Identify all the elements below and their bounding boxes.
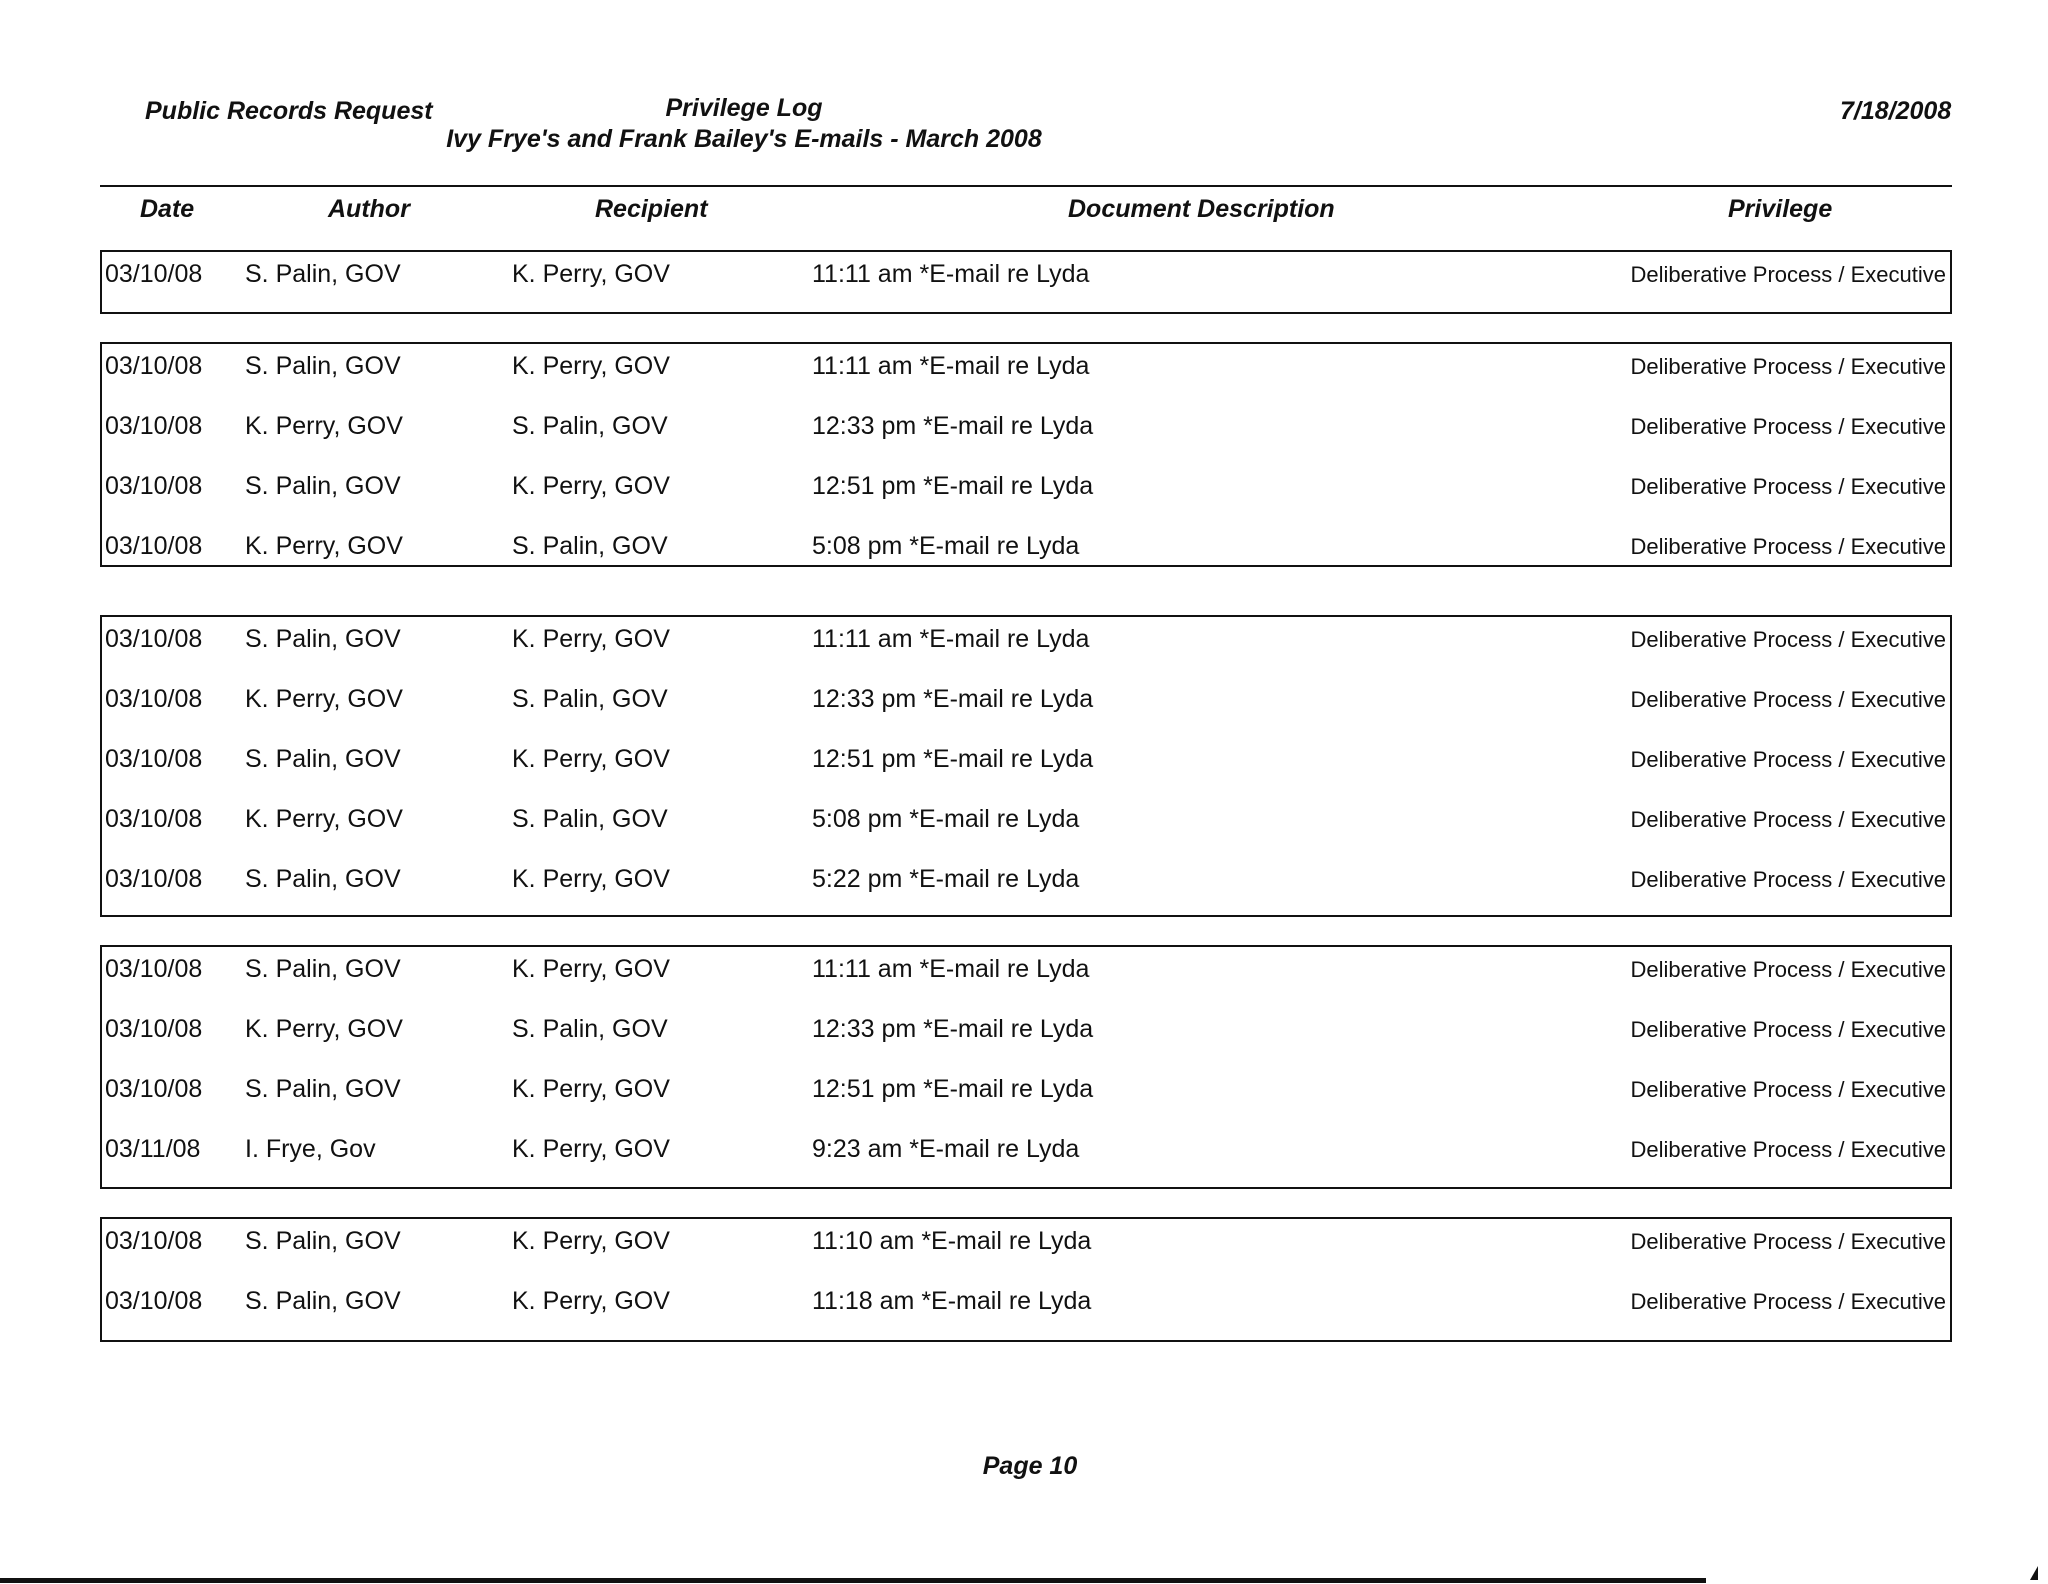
- row-date: 03/10/08: [105, 1227, 203, 1255]
- log-row: [102, 859, 1950, 899]
- row-privilege: Deliberative Process / Executive: [1630, 747, 1946, 772]
- row-recipient: K. Perry, GOV: [512, 625, 670, 653]
- column-header-privilege: Privilege: [1728, 195, 1833, 223]
- row-privilege: Deliberative Process / Executive: [1630, 687, 1946, 712]
- document-date: 7/18/2008: [1840, 97, 1952, 125]
- row-recipient: K. Perry, GOV: [512, 1227, 670, 1255]
- log-group: [100, 250, 1952, 314]
- row-date: 03/10/08: [105, 745, 203, 773]
- row-author: S. Palin, GOV: [245, 352, 401, 380]
- row-recipient: K. Perry, GOV: [512, 865, 670, 893]
- column-header-row: [100, 185, 1952, 229]
- log-row: [102, 739, 1950, 779]
- row-privilege: Deliberative Process / Executive: [1630, 957, 1946, 982]
- row-recipient: S. Palin, GOV: [512, 685, 668, 713]
- row-privilege: Deliberative Process / Executive: [1630, 627, 1946, 652]
- log-group: [100, 342, 1952, 567]
- row-privilege: Deliberative Process / Executive: [1630, 1229, 1946, 1254]
- row-date: 03/10/08: [105, 685, 203, 713]
- row-date: 03/10/08: [105, 412, 203, 440]
- row-author: S. Palin, GOV: [245, 260, 401, 288]
- document-subtitle: Ivy Frye's and Frank Bailey's E-mails - March 2008: [446, 125, 1042, 153]
- row-date: 03/10/08: [105, 955, 203, 983]
- row-recipient: S. Palin, GOV: [512, 412, 668, 440]
- row-date: 03/10/08: [105, 472, 203, 500]
- row-privilege: Deliberative Process / Executive: [1630, 414, 1946, 439]
- row-date: 03/10/08: [105, 260, 203, 288]
- row-privilege: Deliberative Process / Executive: [1630, 1137, 1946, 1162]
- log-row: [102, 346, 1950, 386]
- column-header-author: Author: [328, 195, 410, 223]
- row-author: S. Palin, GOV: [245, 1227, 401, 1255]
- row-recipient: K. Perry, GOV: [512, 1287, 670, 1315]
- row-description: 11:11 am *E-mail re Lyda: [812, 352, 1090, 380]
- row-privilege: Deliberative Process / Executive: [1630, 262, 1946, 287]
- row-description: 12:33 pm *E-mail re Lyda: [812, 412, 1094, 440]
- column-header-recipient: Recipient: [595, 195, 708, 223]
- row-author: S. Palin, GOV: [245, 1075, 401, 1103]
- row-recipient: K. Perry, GOV: [512, 352, 670, 380]
- row-description: 11:18 am *E-mail re Lyda: [812, 1287, 1092, 1315]
- row-description: 11:11 am *E-mail re Lyda: [812, 625, 1090, 653]
- row-date: 03/10/08: [105, 532, 203, 560]
- log-row: [102, 799, 1950, 839]
- log-group: [100, 945, 1952, 1189]
- row-recipient: K. Perry, GOV: [512, 1075, 670, 1103]
- row-recipient: S. Palin, GOV: [512, 1015, 668, 1043]
- page-number: Page 10: [982, 1452, 1078, 1480]
- row-author: K. Perry, GOV: [245, 532, 403, 560]
- row-author: S. Palin, GOV: [245, 865, 401, 893]
- row-author: S. Palin, GOV: [245, 472, 401, 500]
- row-date: 03/11/08: [105, 1135, 201, 1163]
- row-privilege: Deliberative Process / Executive: [1630, 354, 1946, 379]
- log-row: [102, 406, 1950, 446]
- row-date: 03/10/08: [105, 865, 203, 893]
- row-description: 5:08 pm *E-mail re Lyda: [812, 532, 1080, 560]
- row-description: 5:08 pm *E-mail re Lyda: [812, 805, 1080, 833]
- row-recipient: K. Perry, GOV: [512, 745, 670, 773]
- row-description: 11:11 am *E-mail re Lyda: [812, 260, 1090, 288]
- row-date: 03/10/08: [105, 1015, 203, 1043]
- row-description: 12:51 pm *E-mail re Lyda: [812, 1075, 1094, 1103]
- row-description: 12:51 pm *E-mail re Lyda: [812, 745, 1094, 773]
- row-privilege: Deliberative Process / Executive: [1630, 474, 1946, 499]
- row-author: K. Perry, GOV: [245, 685, 403, 713]
- row-recipient: S. Palin, GOV: [512, 532, 668, 560]
- row-privilege: Deliberative Process / Executive: [1630, 867, 1946, 892]
- log-row: [102, 619, 1950, 659]
- row-author: S. Palin, GOV: [245, 745, 401, 773]
- row-privilege: Deliberative Process / Executive: [1630, 807, 1946, 832]
- log-row: [102, 1281, 1950, 1321]
- row-description: 12:51 pm *E-mail re Lyda: [812, 472, 1094, 500]
- row-description: 5:22 pm *E-mail re Lyda: [812, 865, 1080, 893]
- row-description: 12:33 pm *E-mail re Lyda: [812, 685, 1094, 713]
- scan-corner-mark: [2030, 1566, 2038, 1580]
- request-label: Public Records Request: [145, 97, 433, 125]
- log-row: [102, 254, 1950, 294]
- row-date: 03/10/08: [105, 1287, 203, 1315]
- log-group: [100, 615, 1952, 917]
- row-date: 03/10/08: [105, 1075, 203, 1103]
- row-privilege: Deliberative Process / Executive: [1630, 534, 1946, 559]
- log-row: [102, 1009, 1950, 1049]
- row-privilege: Deliberative Process / Executive: [1630, 1289, 1946, 1314]
- row-author: S. Palin, GOV: [245, 1287, 401, 1315]
- column-header-description: Document Description: [1068, 195, 1335, 223]
- row-recipient: K. Perry, GOV: [512, 955, 670, 983]
- log-row: [102, 949, 1950, 989]
- row-recipient: S. Palin, GOV: [512, 805, 668, 833]
- row-author: I. Frye, Gov: [245, 1135, 376, 1163]
- row-author: K. Perry, GOV: [245, 805, 403, 833]
- document-title-block: [0, 93, 1488, 155]
- log-row: [102, 1069, 1950, 1109]
- row-recipient: K. Perry, GOV: [512, 472, 670, 500]
- row-description: 12:33 pm *E-mail re Lyda: [812, 1015, 1094, 1043]
- row-description: 11:11 am *E-mail re Lyda: [812, 955, 1090, 983]
- log-row: [102, 679, 1950, 719]
- log-group: [100, 1217, 1952, 1342]
- row-privilege: Deliberative Process / Executive: [1630, 1017, 1946, 1042]
- column-header-date: Date: [140, 195, 195, 223]
- row-description: 11:10 am *E-mail re Lyda: [812, 1227, 1092, 1255]
- row-date: 03/10/08: [105, 805, 203, 833]
- log-row: [102, 1221, 1950, 1261]
- row-author: K. Perry, GOV: [245, 1015, 403, 1043]
- log-row: [102, 1129, 1950, 1169]
- row-date: 03/10/08: [105, 352, 203, 380]
- row-description: 9:23 am *E-mail re Lyda: [812, 1135, 1080, 1163]
- log-row: [102, 466, 1950, 506]
- log-row: [102, 526, 1950, 566]
- row-author: S. Palin, GOV: [245, 625, 401, 653]
- row-date: 03/10/08: [105, 625, 203, 653]
- row-author: S. Palin, GOV: [245, 955, 401, 983]
- scan-edge-line: [0, 1578, 1706, 1583]
- document-title: Privilege Log: [665, 94, 823, 122]
- row-recipient: K. Perry, GOV: [512, 1135, 670, 1163]
- row-privilege: Deliberative Process / Executive: [1630, 1077, 1946, 1102]
- row-recipient: K. Perry, GOV: [512, 260, 670, 288]
- row-author: K. Perry, GOV: [245, 412, 403, 440]
